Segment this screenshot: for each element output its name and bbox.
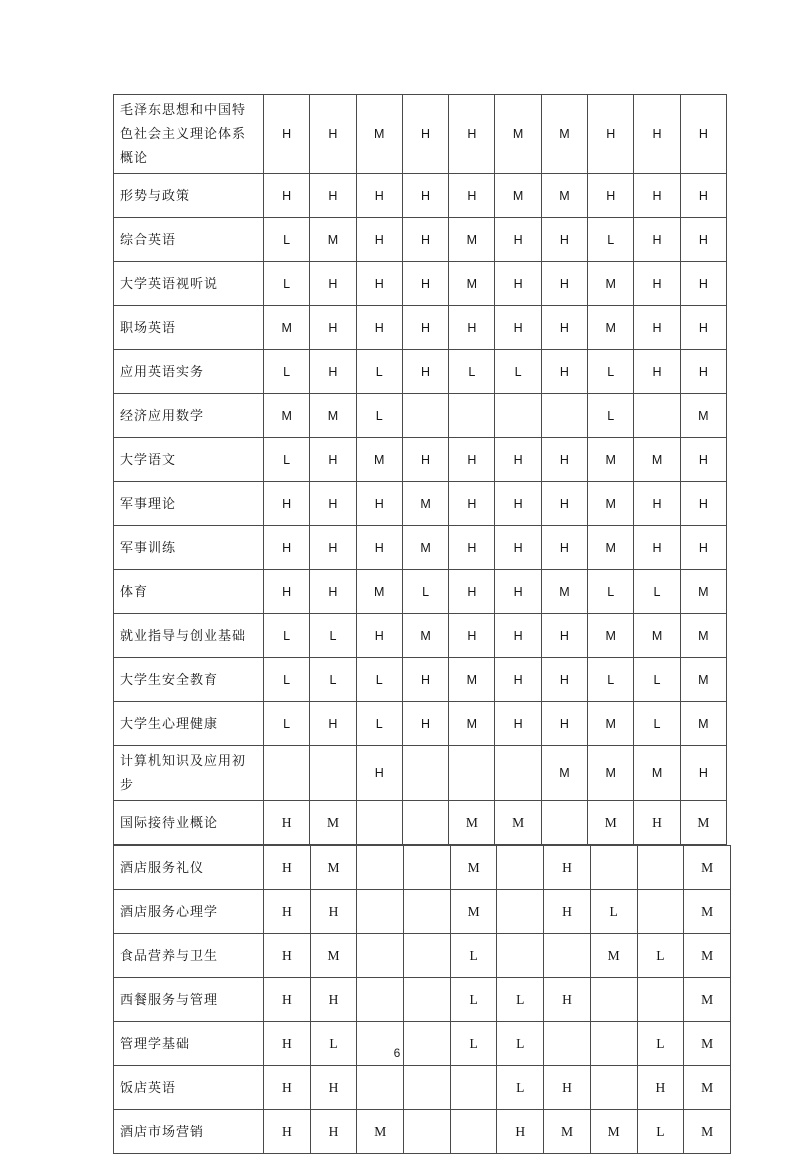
grade-cell: H [310, 702, 356, 746]
grade-cell: H [310, 438, 356, 482]
grade-cell: H [356, 306, 402, 350]
grade-cell: L [264, 438, 310, 482]
course-name-cell: 形势与政策 [114, 174, 264, 218]
grade-cell: M [588, 801, 634, 845]
grade-cell: M [310, 801, 356, 845]
grade-cell [404, 846, 451, 890]
grade-cell: M [634, 614, 680, 658]
grade-cell: M [264, 306, 310, 350]
table-row [114, 262, 727, 306]
grade-cell [450, 1066, 497, 1110]
grade-cell: M [680, 570, 726, 614]
grade-cell [495, 394, 541, 438]
course-matrix-table-bottom [113, 845, 731, 1154]
grade-cell: H [495, 438, 541, 482]
grade-cell [402, 746, 448, 801]
grade-cell: H [541, 482, 587, 526]
table-row [114, 394, 727, 438]
grade-cell: H [634, 350, 680, 394]
grade-cell: H [310, 526, 356, 570]
grade-cell: L [637, 1022, 684, 1066]
grade-cell: H [495, 218, 541, 262]
grade-cell: H [264, 890, 311, 934]
grade-cell [310, 746, 356, 801]
grade-cell: H [264, 1110, 311, 1154]
grade-cell: H [356, 218, 402, 262]
grade-cell: M [402, 482, 448, 526]
table-row [114, 890, 731, 934]
course-matrix-table-top-body [114, 95, 727, 845]
course-name-cell: 大学英语视听说 [114, 262, 264, 306]
grade-cell: M [449, 702, 495, 746]
grade-cell: M [495, 174, 541, 218]
grade-cell: H [541, 526, 587, 570]
grade-cell: H [634, 526, 680, 570]
table-row [114, 350, 727, 394]
table-row [114, 746, 727, 801]
grade-cell: H [356, 746, 402, 801]
grade-cell: M [588, 438, 634, 482]
grade-cell: H [402, 658, 448, 702]
grade-cell: M [541, 746, 587, 801]
course-matrix-table-bottom-body [114, 846, 731, 1154]
grade-cell [590, 978, 637, 1022]
grade-cell [637, 890, 684, 934]
grade-cell: H [495, 570, 541, 614]
grade-cell: H [544, 846, 591, 890]
grade-cell: M [357, 1110, 404, 1154]
grade-cell: H [264, 1022, 311, 1066]
grade-cell: H [402, 702, 448, 746]
grade-cell: L [590, 890, 637, 934]
grade-cell: H [634, 95, 680, 174]
grade-cell: H [264, 1066, 311, 1110]
grade-cell: H [541, 702, 587, 746]
grade-cell [404, 934, 451, 978]
grade-cell: L [264, 218, 310, 262]
course-name-cell: 就业指导与创业基础 [114, 614, 264, 658]
table-row [114, 306, 727, 350]
table-row [114, 658, 727, 702]
grade-cell: M [634, 746, 680, 801]
grade-cell: L [450, 934, 497, 978]
course-name-cell: 酒店服务礼仪 [114, 846, 264, 890]
grade-cell: L [450, 978, 497, 1022]
grade-cell: H [541, 306, 587, 350]
grade-cell: H [680, 306, 726, 350]
grade-cell: H [264, 570, 310, 614]
grade-cell: M [684, 1022, 731, 1066]
grade-cell: H [634, 174, 680, 218]
grade-cell: M [590, 1110, 637, 1154]
grade-cell: H [402, 174, 448, 218]
grade-cell: H [356, 614, 402, 658]
grade-cell: H [544, 890, 591, 934]
grade-cell: H [402, 218, 448, 262]
grade-cell [357, 934, 404, 978]
grade-cell: H [310, 890, 357, 934]
table-row [114, 174, 727, 218]
grade-cell: L [588, 218, 634, 262]
grade-cell: H [449, 95, 495, 174]
grade-cell: L [310, 1022, 357, 1066]
grade-cell: H [264, 95, 310, 174]
grade-cell [497, 890, 544, 934]
course-matrix-table-top [113, 94, 727, 845]
grade-cell: H [680, 174, 726, 218]
grade-cell: L [637, 1110, 684, 1154]
grade-cell [634, 394, 680, 438]
grade-cell: H [264, 846, 311, 890]
grade-cell: L [449, 350, 495, 394]
grade-cell: L [588, 570, 634, 614]
grade-cell: H [449, 482, 495, 526]
grade-cell: M [449, 658, 495, 702]
grade-cell: H [495, 262, 541, 306]
course-name-cell: 军事训练 [114, 526, 264, 570]
grade-cell: M [356, 438, 402, 482]
grade-cell: M [449, 218, 495, 262]
grade-cell [544, 934, 591, 978]
grade-cell: L [356, 702, 402, 746]
grade-cell: M [449, 801, 495, 845]
course-name-cell: 应用英语实务 [114, 350, 264, 394]
grade-cell: M [684, 846, 731, 890]
table-row [114, 482, 727, 526]
grade-cell: L [497, 978, 544, 1022]
grade-cell: H [680, 95, 726, 174]
table-row [114, 934, 731, 978]
grade-cell: L [310, 658, 356, 702]
grade-cell: H [356, 482, 402, 526]
grade-cell: H [402, 438, 448, 482]
grade-cell: M [495, 95, 541, 174]
grade-cell: M [310, 934, 357, 978]
grade-cell: H [544, 978, 591, 1022]
grade-cell: L [264, 702, 310, 746]
grade-cell: L [634, 702, 680, 746]
grade-cell: H [541, 350, 587, 394]
course-name-cell: 饭店英语 [114, 1066, 264, 1110]
grade-cell: M [680, 801, 726, 845]
table-row [114, 702, 727, 746]
grade-cell: M [684, 890, 731, 934]
grade-cell: L [310, 614, 356, 658]
grade-cell: H [541, 262, 587, 306]
grade-cell: M [588, 262, 634, 306]
grade-cell: L [264, 658, 310, 702]
grade-cell: M [310, 218, 356, 262]
course-matrix-tables [113, 94, 731, 1154]
course-name-cell: 军事理论 [114, 482, 264, 526]
grade-cell: H [680, 350, 726, 394]
grade-cell: M [590, 934, 637, 978]
grade-cell: H [449, 174, 495, 218]
table-row [114, 978, 731, 1022]
grade-cell [590, 846, 637, 890]
grade-cell [402, 394, 448, 438]
grade-cell: L [264, 350, 310, 394]
course-name-cell: 大学生心理健康 [114, 702, 264, 746]
grade-cell: M [634, 438, 680, 482]
course-name-cell: 毛泽东思想和中国特色社会主义理论体系概论 [114, 95, 264, 174]
grade-cell: M [356, 95, 402, 174]
grade-cell [404, 978, 451, 1022]
grade-cell: H [588, 174, 634, 218]
course-name-cell: 综合英语 [114, 218, 264, 262]
grade-cell: M [588, 526, 634, 570]
grade-cell: H [356, 174, 402, 218]
grade-cell: H [634, 262, 680, 306]
grade-cell: L [450, 1022, 497, 1066]
grade-cell [541, 394, 587, 438]
grade-cell: L [356, 350, 402, 394]
grade-cell [497, 846, 544, 890]
grade-cell [637, 846, 684, 890]
grade-cell: H [402, 350, 448, 394]
grade-cell: H [264, 801, 310, 845]
grade-cell [357, 978, 404, 1022]
grade-cell: H [680, 438, 726, 482]
grade-cell: H [495, 306, 541, 350]
grade-cell: M [588, 614, 634, 658]
grade-cell [357, 890, 404, 934]
grade-cell: H [310, 978, 357, 1022]
course-name-cell: 管理学基础 [114, 1022, 264, 1066]
grade-cell: H [264, 978, 311, 1022]
grade-cell [404, 1110, 451, 1154]
grade-cell: M [684, 978, 731, 1022]
grade-cell: H [495, 702, 541, 746]
grade-cell: M [588, 306, 634, 350]
course-name-cell: 体育 [114, 570, 264, 614]
table-row [114, 526, 727, 570]
grade-cell: M [450, 846, 497, 890]
grade-cell: M [680, 394, 726, 438]
grade-cell: L [264, 614, 310, 658]
grade-cell: M [588, 482, 634, 526]
table-row [114, 438, 727, 482]
grade-cell [450, 1110, 497, 1154]
grade-cell: M [680, 702, 726, 746]
course-name-cell: 大学语文 [114, 438, 264, 482]
table-row [114, 570, 727, 614]
grade-cell: H [495, 658, 541, 702]
grade-cell: H [264, 174, 310, 218]
table-row [114, 1110, 731, 1154]
grade-cell: H [541, 438, 587, 482]
grade-cell [497, 934, 544, 978]
grade-cell: H [680, 482, 726, 526]
grade-cell: M [544, 1110, 591, 1154]
grade-cell: L [588, 658, 634, 702]
grade-cell: M [402, 614, 448, 658]
grade-cell: H [544, 1066, 591, 1110]
grade-cell: H [356, 262, 402, 306]
grade-cell: M [541, 174, 587, 218]
grade-cell: H [680, 262, 726, 306]
grade-cell: H [264, 934, 311, 978]
grade-cell [356, 801, 402, 845]
grade-cell [404, 1066, 451, 1110]
grade-cell: H [497, 1110, 544, 1154]
grade-cell: M [684, 1066, 731, 1110]
grade-cell: H [402, 95, 448, 174]
course-name-cell: 西餐服务与管理 [114, 978, 264, 1022]
grade-cell: L [588, 350, 634, 394]
grade-cell: M [588, 702, 634, 746]
grade-cell: H [310, 350, 356, 394]
table-row [114, 614, 727, 658]
grade-cell [495, 746, 541, 801]
grade-cell: H [449, 438, 495, 482]
grade-cell: H [264, 526, 310, 570]
grade-cell: H [310, 1066, 357, 1110]
grade-cell: M [684, 934, 731, 978]
grade-cell [404, 890, 451, 934]
grade-cell: M [450, 890, 497, 934]
grade-cell: H [634, 482, 680, 526]
grade-cell: H [680, 746, 726, 801]
grade-cell [264, 746, 310, 801]
grade-cell: H [310, 262, 356, 306]
grade-cell: H [634, 306, 680, 350]
grade-cell: L [356, 658, 402, 702]
course-name-cell: 计算机知识及应用初步 [114, 746, 264, 801]
table-row [114, 846, 731, 890]
table-row [114, 95, 727, 174]
grade-cell: H [402, 306, 448, 350]
grade-cell: M [680, 614, 726, 658]
grade-cell: H [310, 570, 356, 614]
course-name-cell: 国际接待业概论 [114, 801, 264, 845]
grade-cell: H [310, 482, 356, 526]
grade-cell: M [449, 262, 495, 306]
grade-cell: H [264, 482, 310, 526]
grade-cell: H [680, 526, 726, 570]
course-name-cell: 食品营养与卫生 [114, 934, 264, 978]
grade-cell: M [310, 846, 357, 890]
course-name-cell: 酒店市场营销 [114, 1110, 264, 1154]
course-name-cell: 职场英语 [114, 306, 264, 350]
grade-cell: M [684, 1110, 731, 1154]
grade-cell: H [449, 570, 495, 614]
grade-cell: L [264, 262, 310, 306]
grade-cell: H [310, 174, 356, 218]
grade-cell: H [541, 614, 587, 658]
grade-cell: L [495, 350, 541, 394]
course-name-cell: 经济应用数学 [114, 394, 264, 438]
grade-cell: L [497, 1022, 544, 1066]
grade-cell: H [495, 526, 541, 570]
grade-cell: H [310, 306, 356, 350]
grade-cell: H [634, 218, 680, 262]
grade-cell: M [680, 658, 726, 702]
grade-cell: H [310, 1110, 357, 1154]
grade-cell [541, 801, 587, 845]
grade-cell [402, 801, 448, 845]
grade-cell: H [495, 482, 541, 526]
grade-cell [357, 846, 404, 890]
grade-cell [590, 1066, 637, 1110]
grade-cell: M [541, 95, 587, 174]
grade-cell: H [495, 614, 541, 658]
grade-cell: L [634, 570, 680, 614]
grade-cell: H [637, 1066, 684, 1110]
grade-cell: L [497, 1066, 544, 1110]
grade-cell: H [449, 614, 495, 658]
grade-cell: H [541, 658, 587, 702]
grade-cell: M [588, 746, 634, 801]
grade-cell: H [680, 218, 726, 262]
grade-cell: H [449, 306, 495, 350]
grade-cell [449, 746, 495, 801]
table-row [114, 218, 727, 262]
grade-cell: H [402, 262, 448, 306]
grade-cell: L [402, 570, 448, 614]
grade-cell: M [310, 394, 356, 438]
grade-cell: H [310, 95, 356, 174]
grade-cell: H [356, 526, 402, 570]
grade-cell: M [541, 570, 587, 614]
grade-cell: L [356, 394, 402, 438]
grade-cell: L [588, 394, 634, 438]
course-name-cell: 大学生安全教育 [114, 658, 264, 702]
table-row [114, 1066, 731, 1110]
grade-cell: H [588, 95, 634, 174]
grade-cell: L [634, 658, 680, 702]
grade-cell [357, 1066, 404, 1110]
grade-cell: M [402, 526, 448, 570]
grade-cell: M [356, 570, 402, 614]
grade-cell: M [495, 801, 541, 845]
grade-cell: L [637, 934, 684, 978]
table-row [114, 801, 727, 845]
grade-cell: H [449, 526, 495, 570]
grade-cell: H [634, 801, 680, 845]
grade-cell [637, 978, 684, 1022]
grade-cell [449, 394, 495, 438]
grade-cell: M [264, 394, 310, 438]
grade-cell: H [541, 218, 587, 262]
page-number: 6 [393, 1046, 401, 1060]
course-name-cell: 酒店服务心理学 [114, 890, 264, 934]
